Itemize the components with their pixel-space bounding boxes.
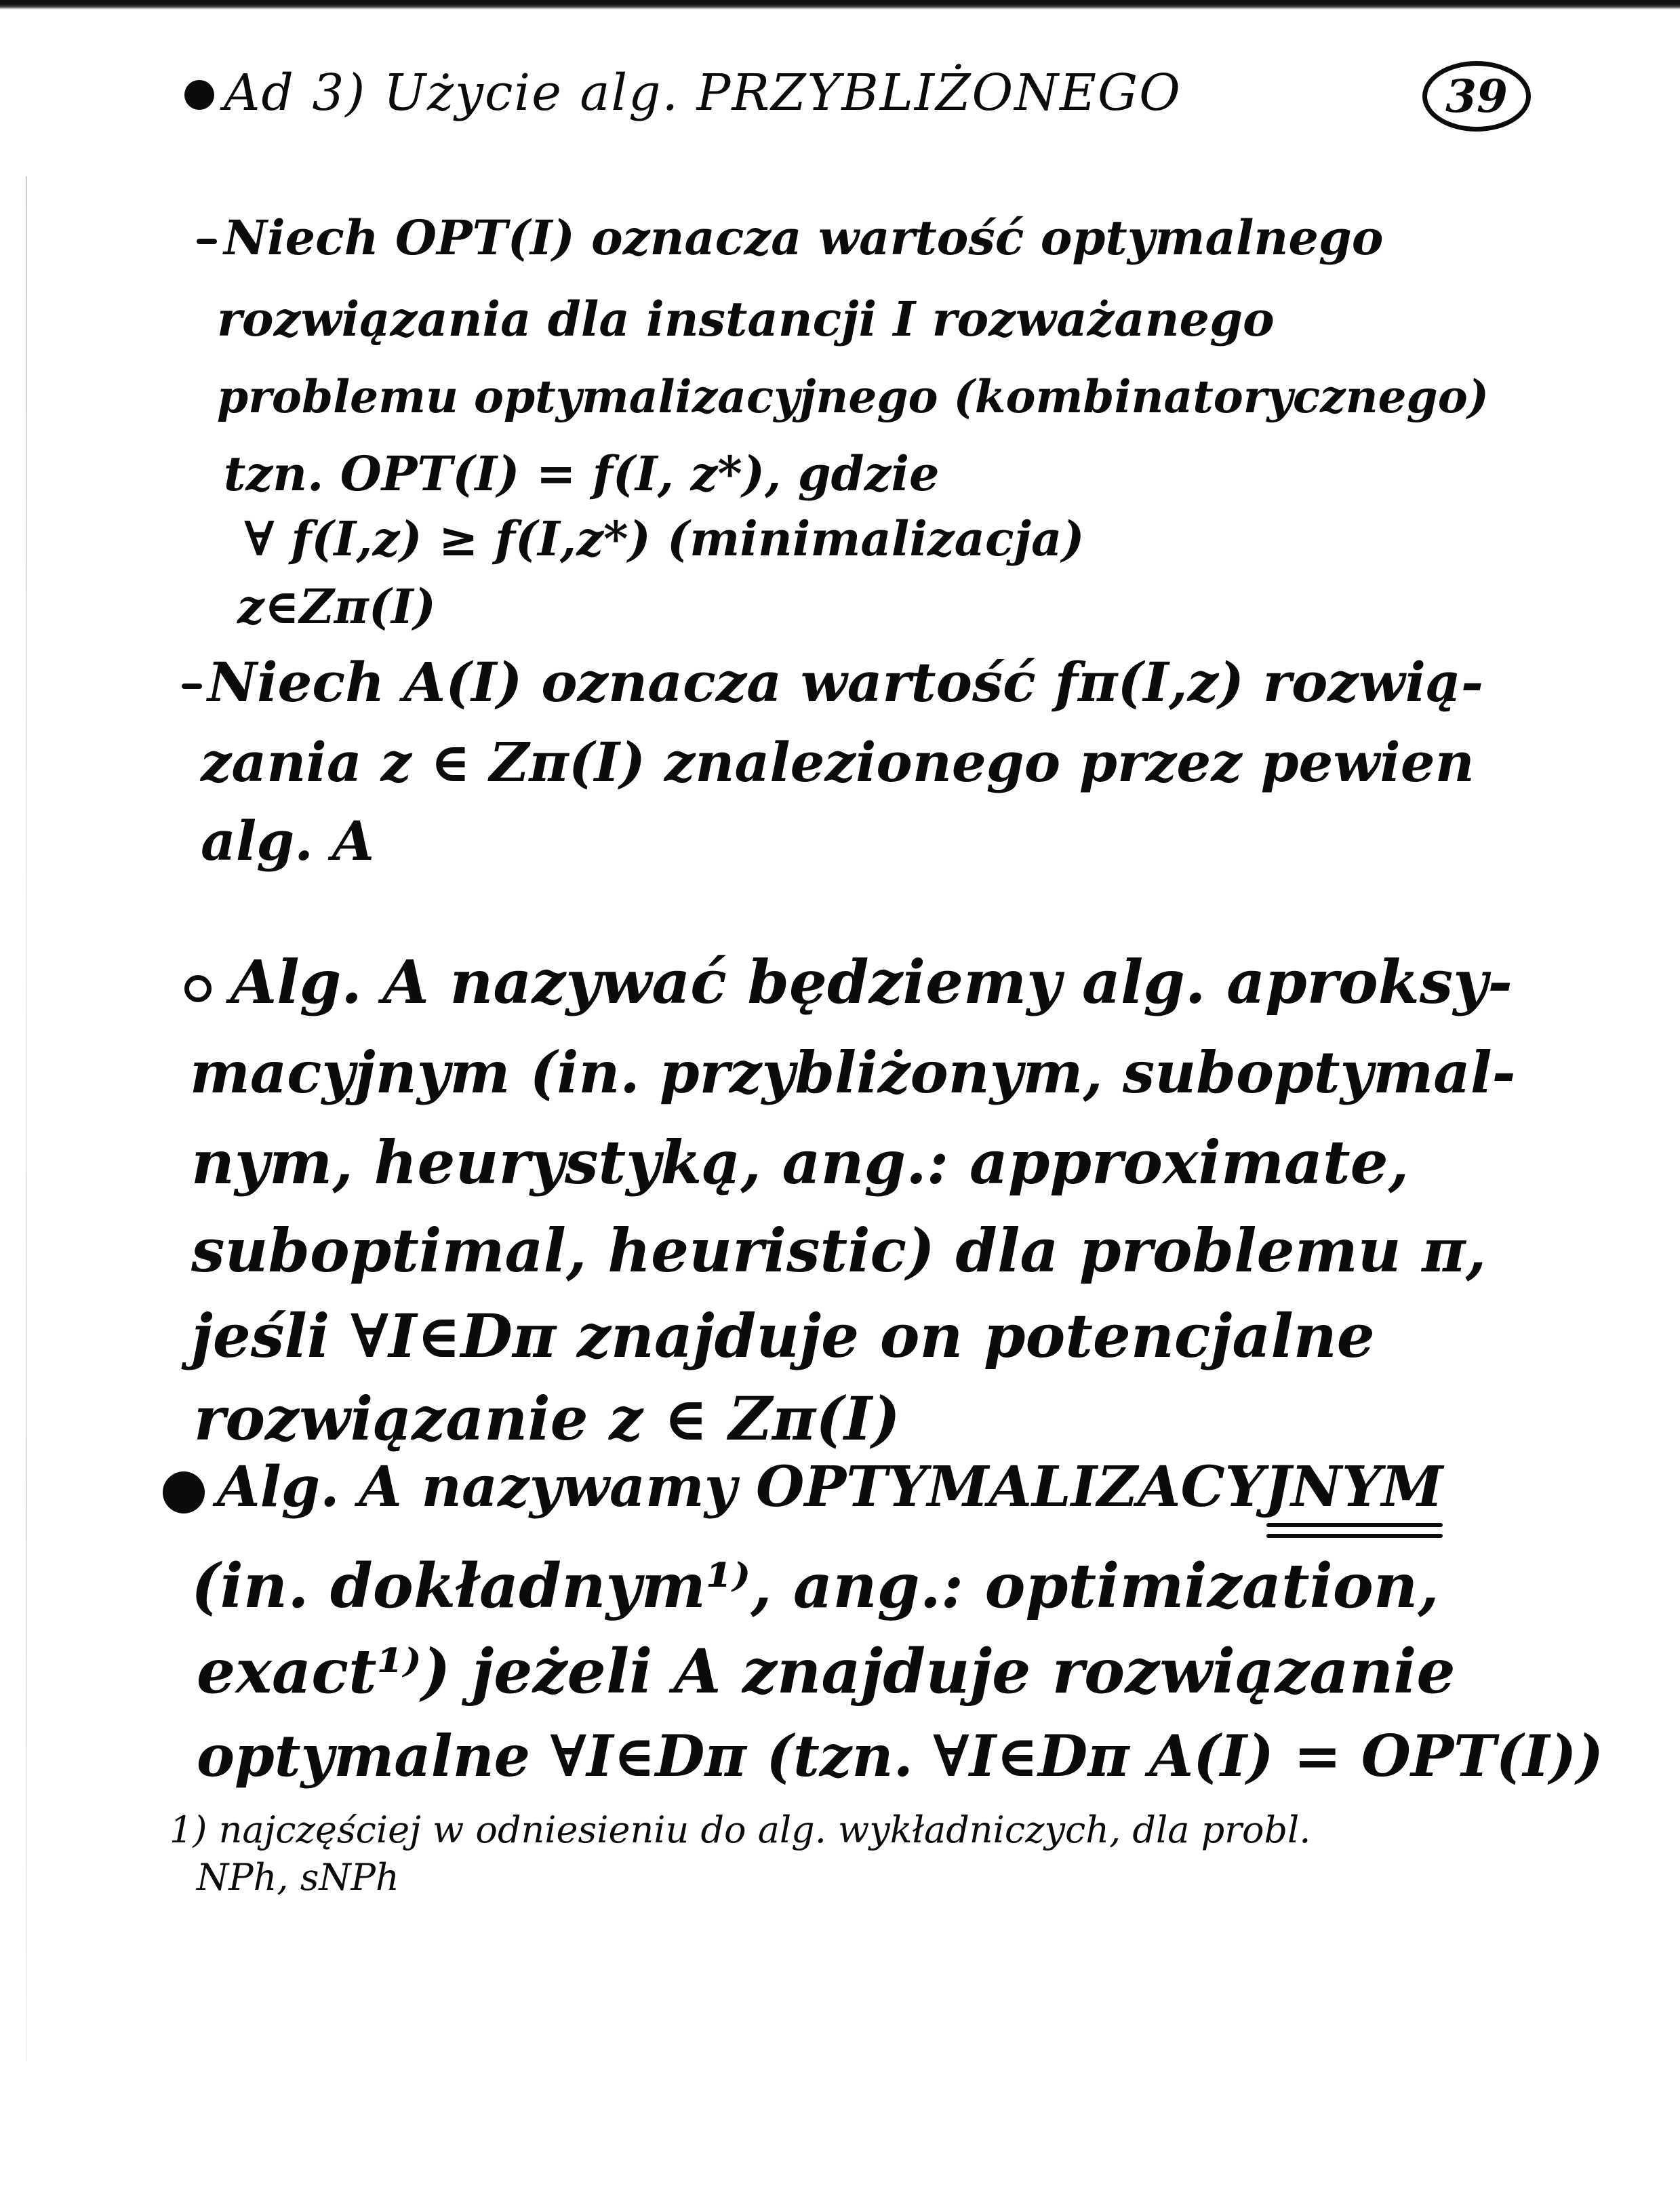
footnote-line: NPh, sNPh — [197, 1856, 399, 1899]
section1-line: rozwiązania dla instancji I rozważanego — [217, 291, 1275, 347]
section3-line: nym, heurystyką, ang.: approximate, — [191, 1127, 1409, 1198]
section2-line: alg. A — [201, 809, 374, 873]
section1-line: Niech OPT(I) oznacza wartość optymalnego — [224, 210, 1384, 266]
section3-line: suboptimal, heuristic) dla problemu π, — [191, 1215, 1487, 1286]
section3-line: Alg. A nazywać będziemy alg. aproksy- — [231, 947, 1513, 1017]
circle-bullet-icon — [184, 975, 212, 1002]
section1-line: tzn. OPT(I) = f(I, z*), gdzie — [224, 446, 940, 502]
scan-edge — [0, 0, 1680, 9]
section2-line: Niech A(I) oznacza wartość fπ(I,z) rozwią- — [207, 650, 1484, 714]
section3-line: rozwiązanie z ∈ Zπ(I) — [194, 1383, 900, 1454]
header-bullet-icon — [184, 80, 214, 110]
section4-line: (in. dokładnym¹⁾, ang.: optimization, — [191, 1550, 1439, 1622]
section2-line: zania z ∈ Zπ(I) znalezionego przez pewien — [201, 730, 1475, 794]
section4-line: optymalne ∀I∈Dπ (tzn. ∀I∈Dπ A(I) = OPT(I)) — [197, 1722, 1604, 1789]
filled-bullet-icon — [163, 1471, 205, 1513]
dash-bullet-icon — [182, 684, 202, 689]
footnote-line: 1) najczęściej w odniesieniu do alg. wykładniczych, dla probl. — [169, 1808, 1311, 1851]
section4-line: Alg. A nazywamy OPTYMALIZACYJNYM — [217, 1454, 1443, 1520]
section4-line: exact¹⁾) jeżeli A znajduje rozwiązanie — [197, 1636, 1456, 1707]
section1-line: z∈Zπ(I) — [237, 578, 436, 635]
page-title: Ad 3) Użycie alg. PRZYBLIŻONEGO — [224, 64, 1182, 122]
margin-shadow — [26, 176, 27, 2061]
double-underline — [1266, 1534, 1443, 1538]
dash-bullet-icon — [197, 239, 217, 244]
section3-line: macyjnym (in. przybliżonym, suboptymal- — [190, 1039, 1516, 1106]
section3-line: jeśli ∀I∈Dπ znajduje on potencjalne — [191, 1301, 1375, 1371]
page-number: 39 — [1422, 61, 1531, 132]
section1-line: problemu optymalizacyjnego (kombinatorycznego) — [217, 370, 1489, 423]
double-underline — [1266, 1523, 1443, 1527]
section1-line: ∀ f(I,z) ≥ f(I,z*) (minimalizacja) — [244, 511, 1085, 567]
